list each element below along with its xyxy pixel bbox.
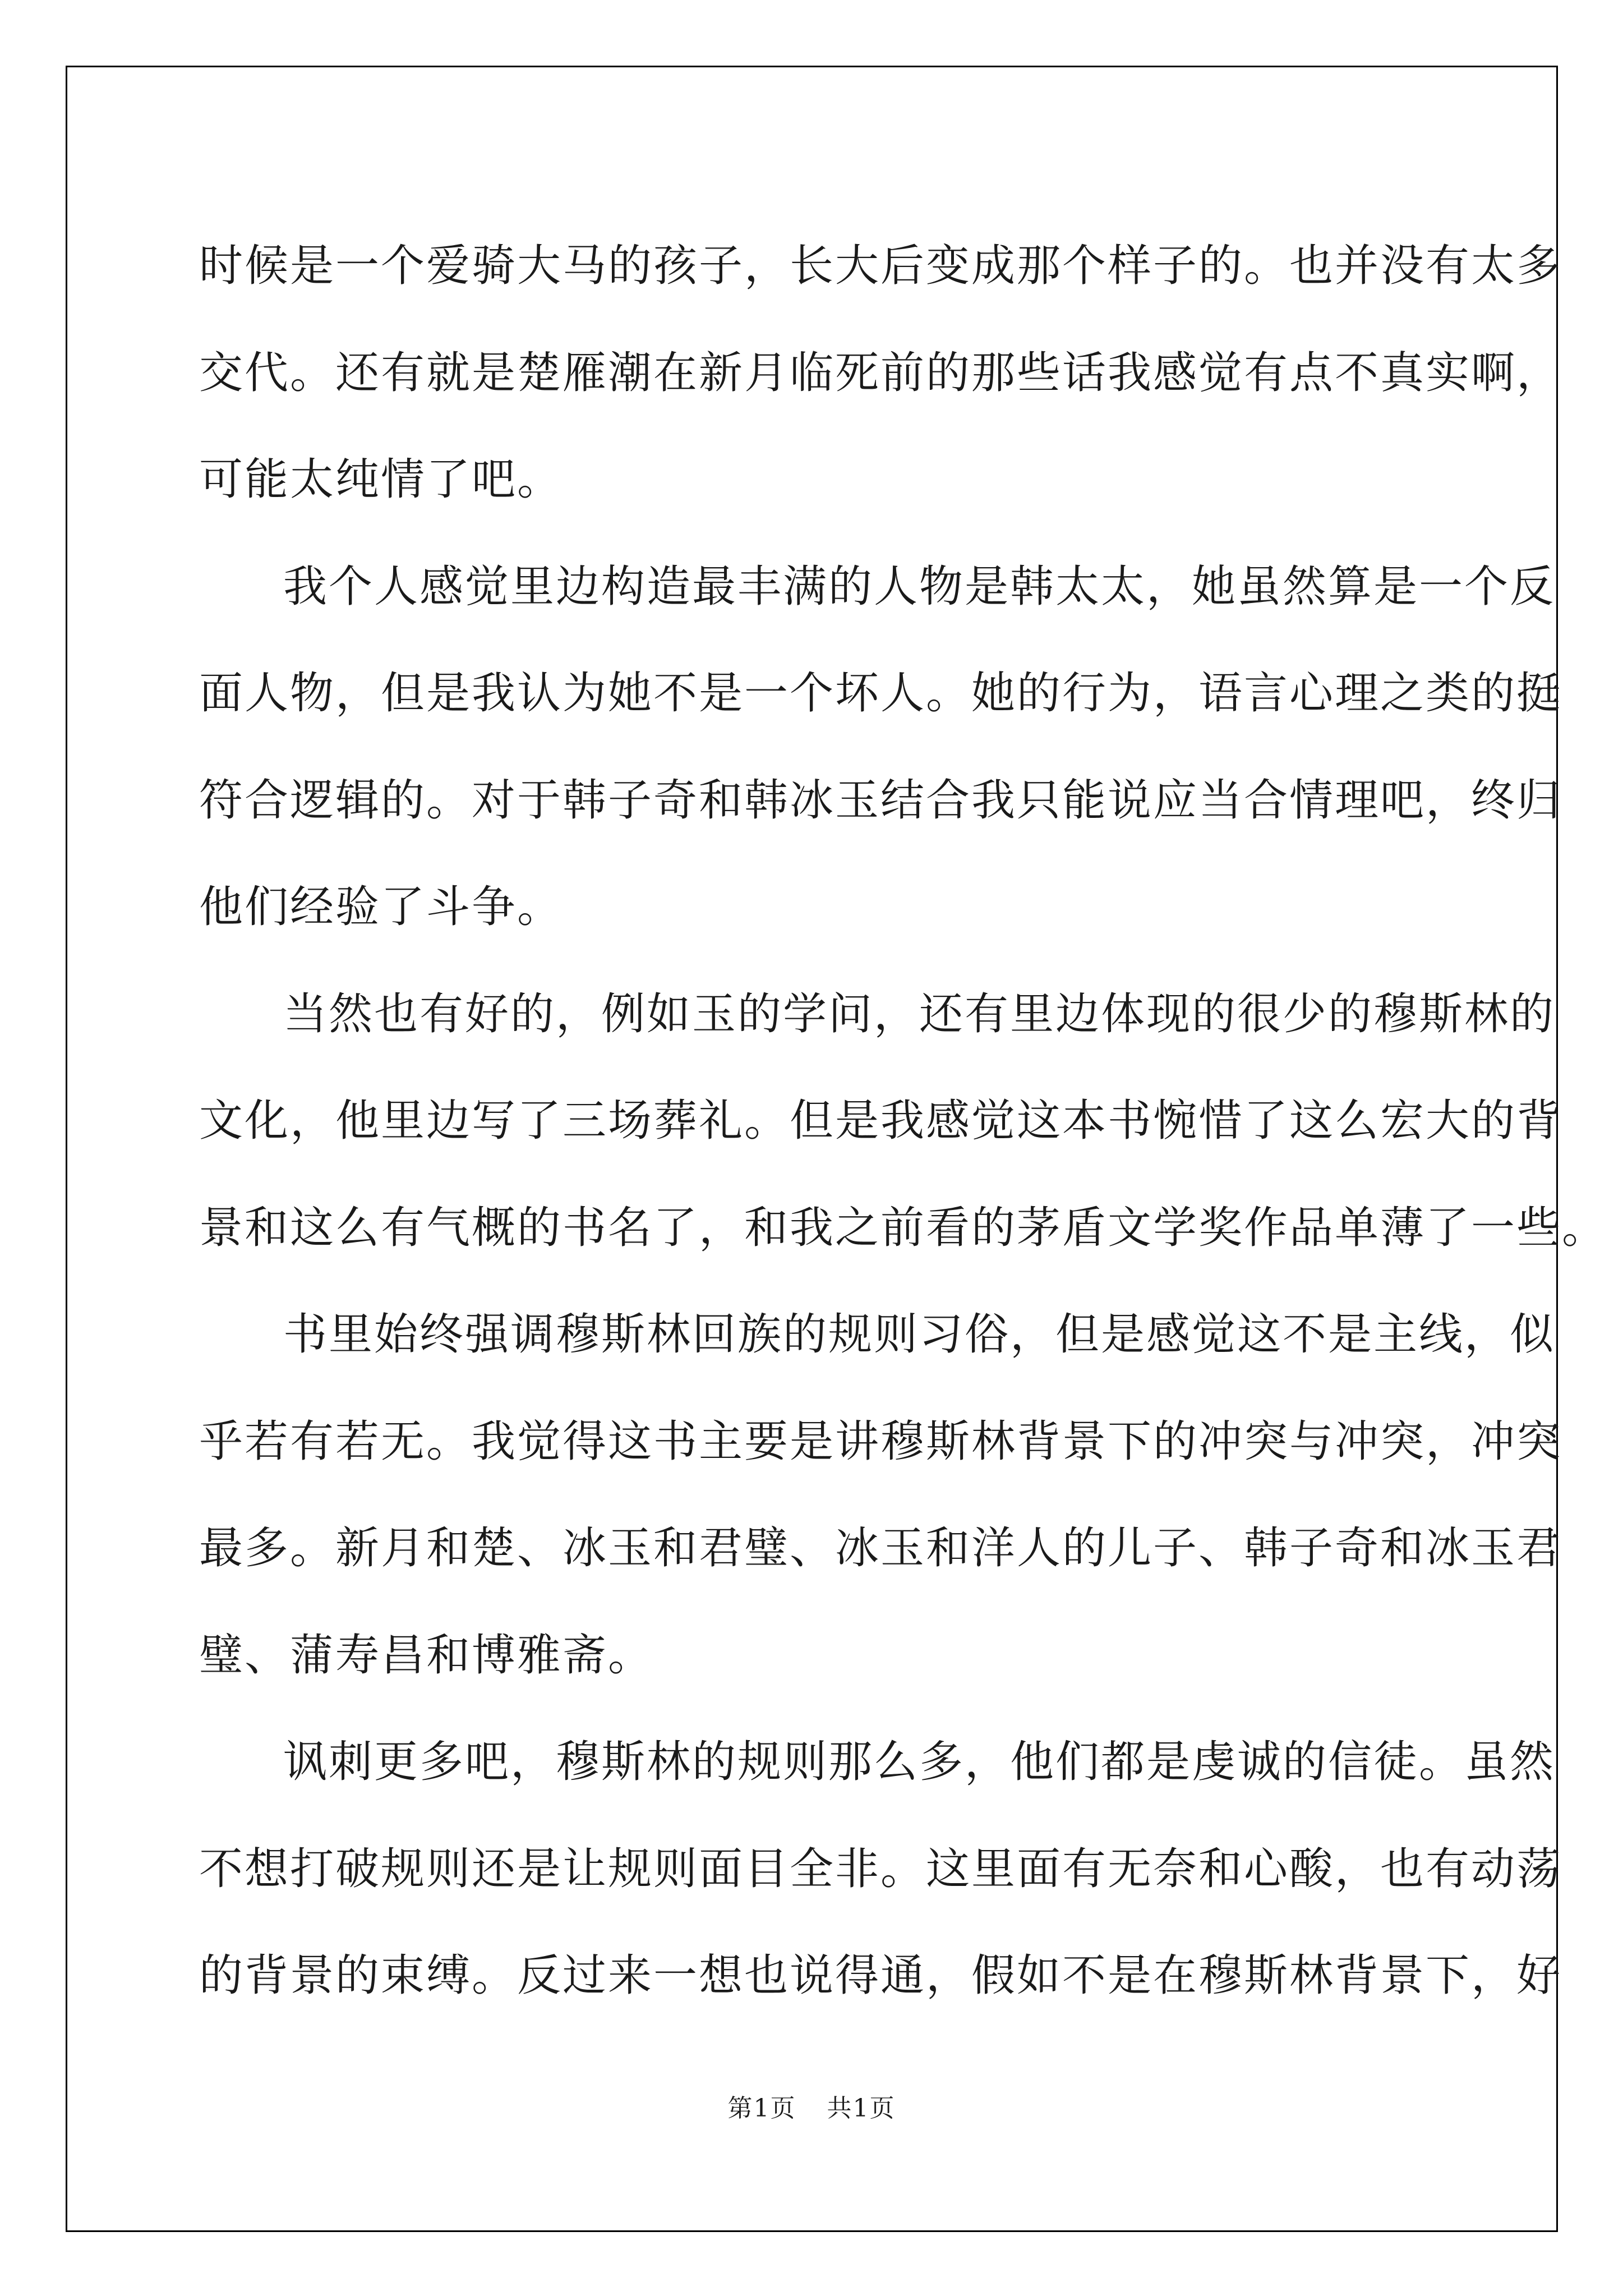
text-line: 交代。还有就是楚雁潮在新月临死前的那些话我感觉有点不真实啊，	[199, 347, 1562, 398]
paragraph-first-line: 我个人感觉里边构造最丰满的人物是韩太太，她虽然算是一个反	[283, 561, 1556, 612]
paragraph-first-line: 讽刺更多吧，穆斯林的规则那么多，他们都是虔诚的信徒。虽然	[283, 1737, 1556, 1787]
text-line: 不想打破规则还是让规则面目全非。这里面有无奈和心酸，也有动荡	[199, 1843, 1562, 1894]
text-line: 符合逻辑的。对于韩子奇和韩冰玉结合我只能说应当合情理吧，终归	[199, 775, 1562, 826]
page-number-total: 共1页	[827, 2094, 896, 2123]
text-line: 文化，他里边写了三场葬礼。但是我感觉这本书惋惜了这么宏大的背	[199, 1096, 1562, 1146]
document-body	[199, 213, 1608, 2030]
paragraph-first-line: 当然也有好的，例如玉的学问，还有里边体现的很少的穆斯林的	[283, 988, 1556, 1039]
page-number-current: 第1页	[727, 2094, 796, 2123]
text-line: 璧、蒲寿昌和博雅斋。	[199, 1630, 654, 1681]
text-line: 乎若有若无。我觉得这书主要是讲穆斯林背景下的冲突与冲突，冲突	[199, 1416, 1562, 1467]
text-line: 景和这么有气概的书名了，和我之前看的茅盾文学奖作品单薄了一些。	[199, 1202, 1608, 1253]
text-line: 时候是一个爱骑大马的孩子，长大后变成那个样子的。也并没有太多	[199, 241, 1562, 291]
text-line: 面人物，但是我认为她不是一个坏人。她的行为，语言心理之类的挺	[199, 668, 1562, 719]
paragraph-first-line: 书里始终强调穆斯林回族的规则习俗，但是感觉这不是主线，似	[283, 1309, 1556, 1360]
text-line: 可能太纯情了吧。	[199, 454, 563, 505]
text-line: 的背景的束缚。反过来一想也说得通，假如不是在穆斯林背景下，好	[199, 1950, 1562, 2001]
text-line: 他们经验了斗争。	[199, 882, 563, 932]
page-footer	[0, 2088, 1623, 2124]
text-line: 最多。新月和楚、冰玉和君璧、冰玉和洋人的儿子、韩子奇和冰玉君	[199, 1523, 1562, 1573]
